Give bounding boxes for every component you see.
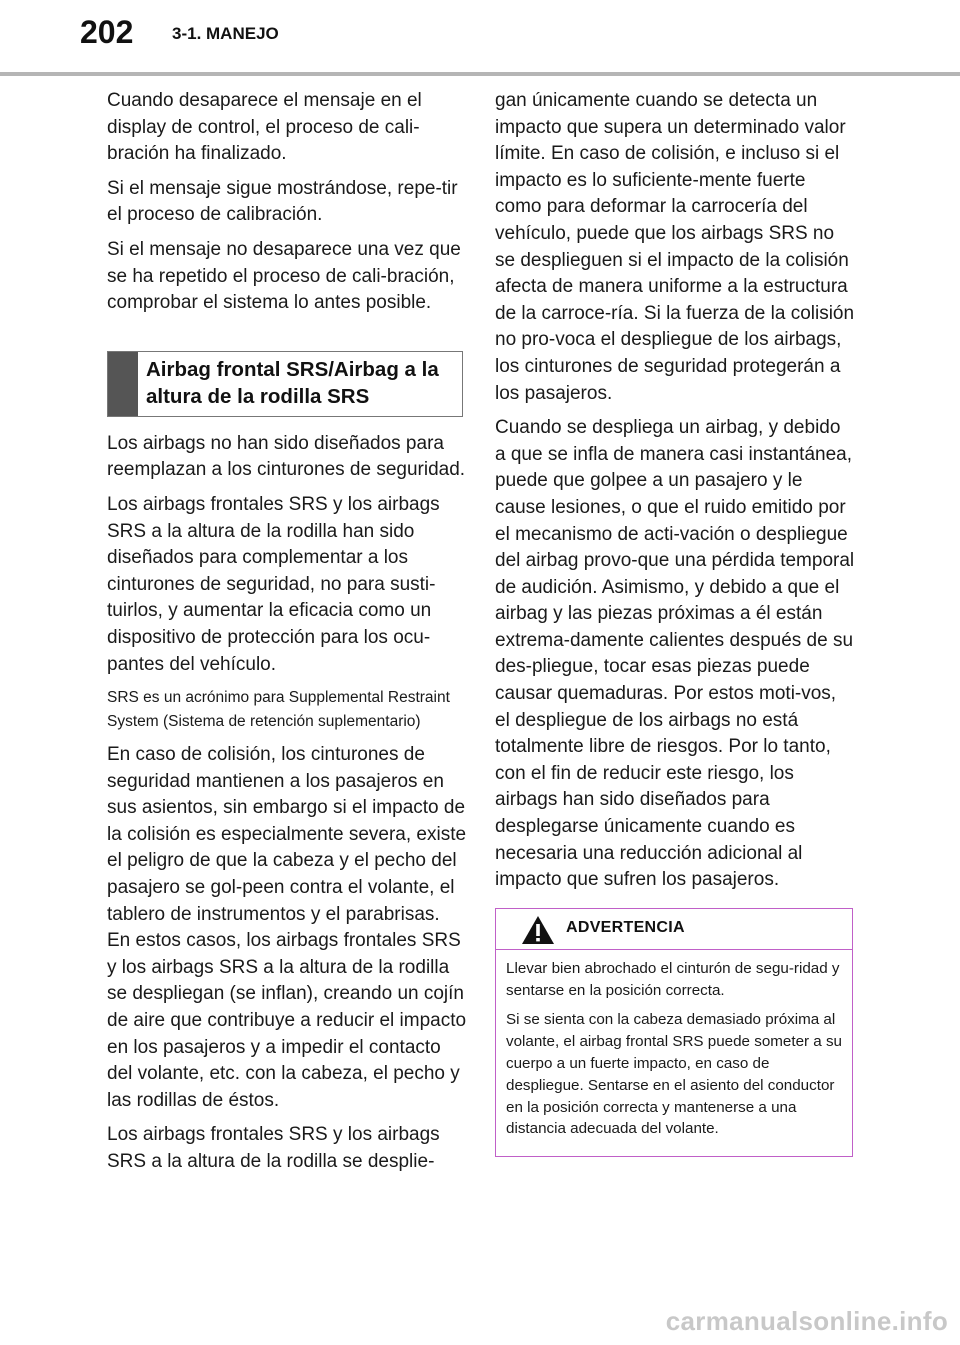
heading-accent-bar bbox=[108, 352, 138, 416]
body-paragraph: Los airbags no han sido diseñados para reemplazan a los cinturones de seguridad. bbox=[107, 432, 466, 481]
warning-header bbox=[496, 909, 852, 950]
section-title: 3-1. MANEJO bbox=[172, 24, 279, 43]
watermark: carmanualsonline.info bbox=[665, 1306, 948, 1336]
body-paragraph: Los airbags frontales SRS y los airbags SRS a la altura de la rodilla se desplie- bbox=[107, 1124, 440, 1172]
body-paragraph: gan únicamente cuando se detecta un impacto que supera un determinado valor límite. En caso de colisión, e incluso si el impacto es lo suficiente-mente fuerte como para deformar la carrocería del vehículo, puede que los airbags SRS no se desplieguen si el impacto de la colisión afecta de manera uniforme a la estructura de la carroce-ría. Si la fuerza de la colisión no pro-voca el despliegue de los airbags, los cinturones de seguridad protegerán a los pasajeros. bbox=[495, 90, 855, 404]
warning-box bbox=[495, 908, 853, 1157]
right-column bbox=[495, 88, 855, 1157]
intro-paragraph: Cuando desaparece el mensaje en el display de control, el proceso de cali-bración ha finalizado. bbox=[107, 90, 422, 165]
warning-body bbox=[496, 950, 852, 1156]
page-header bbox=[0, 0, 960, 76]
section-heading: Airbag frontal SRS/Airbag a la altura de la rodilla SRS bbox=[146, 357, 439, 408]
body-paragraph: Los airbags frontales SRS y los airbags SRS a la altura de la rodilla han sido diseñados para complementar a los cinturones de seguridad, no para susti-tuirlos, y aumentar la eficacia como un dispositivo de protección para los ocu-pantes del vehículo. bbox=[107, 493, 440, 675]
intro-paragraph: Si el mensaje sigue mostrándose, repe-tir el proceso de calibración. bbox=[107, 177, 458, 226]
warning-paragraph: Si se sienta con la cabeza demasiado próxima al volante, el airbag frontal SRS puede someter a su cuerpo a un fuerte impacto, en caso de despliegue. Sentarse en el asiento del conductor en la posición correcta y mantenerse a una distancia adecuada del volante. bbox=[506, 1011, 843, 1138]
body-paragraph: En caso de colisión, los cinturones de seguridad mantienen a los pasajeros en sus asientos, sin embargo si el impacto de la colisión es especialmente severa, existe el peligro de que la cabeza y el pecho del pasajero se gol-peen contra el volante, el tablero de instrumentos y el parabrisas. En estos casos, los airbags frontales SRS y los airbags SRS a la altura de la rodilla se despliegan (se inflan), creando un cojín de aire que contribuye a reducir el impacto en los pasajeros y a impedir el contacto del volante, etc. con la cabeza, el pecho y las rodillas de éstos. bbox=[107, 744, 467, 1111]
warning-paragraph: Llevar bien abrochado el cinturón de segu-ridad y sentarse en la posición correcta. bbox=[506, 959, 840, 999]
left-column bbox=[107, 88, 467, 1184]
warning-title: ADVERTENCIA bbox=[566, 918, 685, 936]
srs-note: SRS es un acrónimo para Supplemental Restraint System (Sistema de retención suplementario) bbox=[107, 689, 450, 731]
page-number: 202 bbox=[80, 14, 134, 50]
section-heading-box bbox=[107, 351, 463, 417]
header-divider bbox=[0, 72, 960, 76]
intro-paragraph: Si el mensaje no desaparece una vez que se ha repetido el proceso de cali-bración, comprobar el sistema lo antes posible. bbox=[107, 238, 461, 314]
warning-triangle-icon bbox=[521, 915, 555, 945]
body-paragraph: Cuando se despliega un airbag, y debido a que se infla de manera casi instantánea, puede que golpee a un pasajero y le cause lesiones, o que el ruido emitido por el mecanismo de acti-vación o despliegue del airbag provo-que una pérdida temporal de audición. Asimismo, y debido a que el airbag y las piezas próximas a él están extrema-damente calientes después de su des-pliegue, tocar esas piezas puede causar quemaduras. Por estos moti-vos, el despliegue de los airbags no está totalmente libre de riesgos. Por lo tanto, con el fin de reducir este riesgo, los airbags han sido diseñados para desplegarse únicamente cuando es necesaria una reducción adicional al impacto que sufren los pasajeros. bbox=[495, 417, 855, 891]
